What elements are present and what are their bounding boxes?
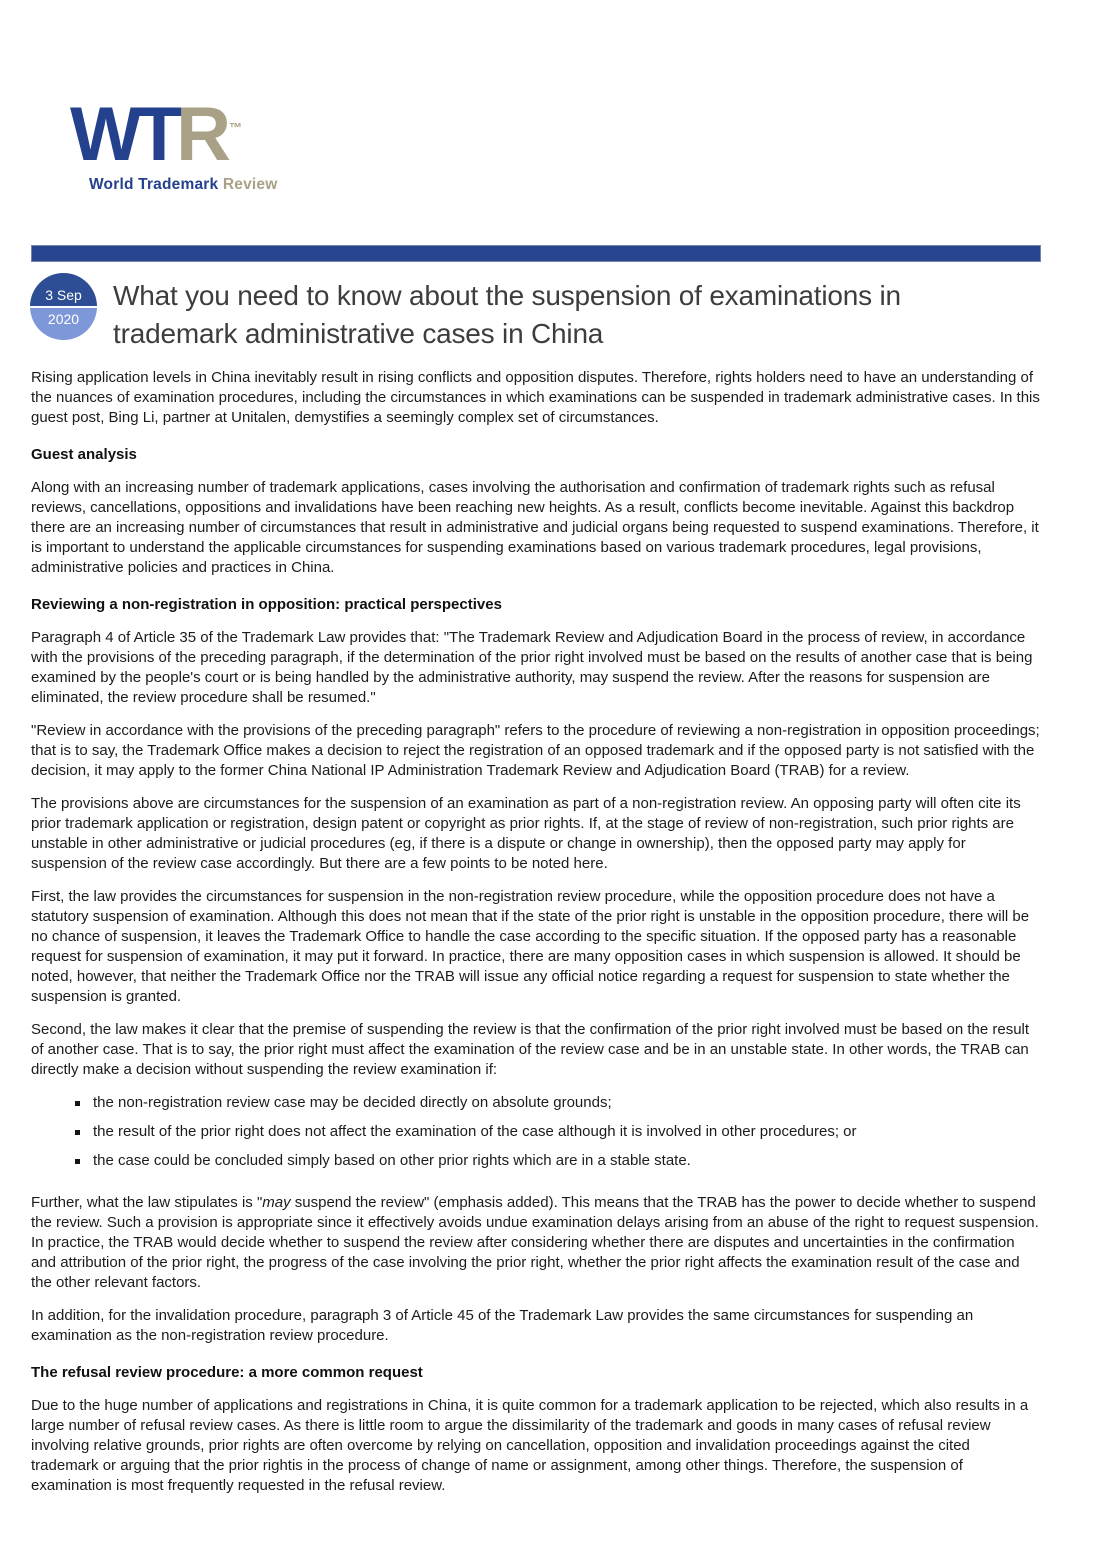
paragraph-review-accordance: "Review in accordance with the provisions of the preceding paragraph" refers to the procedure of reviewing a non-registration in opposition proceedings; that is to say, the Trademark Office makes a decision to reject the registration of an opposed trademark and if the opposed party is not satisfied with the decision, it may apply to the former China National IP Administration Trademark Review and Adjudication Board (TRAB) for a review. xyxy=(31,722,1040,779)
bullet-list xyxy=(31,1093,1041,1171)
list-item-text: the case could be concluded simply based on other prior rights which are in a stable state. xyxy=(93,1152,691,1169)
section-heading-reviewing-non-registration: Reviewing a non-registration in opposition: practical perspectives xyxy=(31,596,502,613)
list-item-text: the result of the prior right does not affect the examination of the case although it is involved in other procedures; or xyxy=(93,1123,857,1140)
bullet-square-icon xyxy=(75,1130,80,1135)
trademark-symbol-icon: ™ xyxy=(229,120,243,135)
logo-wt-letters: WT xyxy=(70,92,177,177)
bullet-square-icon xyxy=(75,1101,80,1106)
logo-tagline-primary: World Trademark xyxy=(89,175,219,193)
article-body xyxy=(31,368,1041,1509)
bullet-square-icon xyxy=(75,1159,80,1164)
list-item xyxy=(31,1151,1041,1171)
section-heading-guest-analysis: Guest analysis xyxy=(31,446,137,463)
article-title: What you need to know about the suspension of examinations in trademark administrative cases in China xyxy=(113,280,901,349)
logo-tagline xyxy=(89,176,277,194)
section-heading-refusal-review: The refusal review procedure: a more common request xyxy=(31,1364,423,1381)
paragraph-first-point: First, the law provides the circumstances for suspension in the non-registration review procedure, while the opposition procedure does not have a statutory suspension of examination. Although this does not mean that if the state of the prior right is unstable in the opposition procedure, there will be no chance of suspension, it leaves the Trademark Office to handle the case according to the specific situation. If the opposed party has a reasonable request for suspension of examination, it may put it forward. In practice, there are many opposition cases in which suspension is allowed. It should be noted, however, that neither the Trademark Office nor the TRAB will issue any official notice regarding a request for suspension to state whether the suspension is granted. xyxy=(31,888,1030,1005)
paragraph-in-addition: In addition, for the invalidation procedure, paragraph 3 of Article 45 of the Trademark Law provides the same circumstances for suspending an examination as the non-registration review procedure. xyxy=(31,1307,974,1344)
paragraph-due-to: Due to the huge number of applications and registrations in China, it is quite common for a trademark application to be rejected, which also results in a large number of refusal review cases. As there is little room to argue the dissimilarity of the trademark and goods in many cases of refusal review involving relative grounds, prior rights are often overcome by relying on cancellation, opposition and invalidation proceedings against the cited trademark or arguing that the prior rightis in the process of change of name or assignment, among other things. Therefore, the suspension of examination is most frequently requested in the refusal review. xyxy=(31,1397,1029,1494)
list-item xyxy=(31,1093,1041,1113)
list-item-text: the non-registration review case may be decided directly on absolute grounds; xyxy=(93,1094,612,1111)
paragraph-further-post: suspend the review" (emphasis added). This means that the TRAB has the power to decide whether to suspend the review. Such a provision is appropriate since it effectively avoids undue examination delays arising from an abuse of the right to request suspension. In practice, the TRAB would decide whether to suspend the review after considering whether there are disputes and uncertainties in the confirmation and attribution of the prior right, the progress of the case involving the prior right, whether the prior right affects the examination result of the case and the other relevant factors. xyxy=(31,1194,1039,1291)
date-badge xyxy=(30,273,97,340)
paragraph-further-pre: Further, what the law stipulates is " xyxy=(31,1194,263,1211)
logo-tagline-secondary: Review xyxy=(222,175,278,193)
wtr-logo xyxy=(70,92,278,194)
paragraph-second-point: Second, the law makes it clear that the premise of suspending the review is that the confirmation of the prior right involved must be based on the result of another case. That is to say, the prior right must affect the examination of the review case and be in an unstable state. In other words, the TRAB can directly make a decision without suspending the review examination if: xyxy=(31,1021,1030,1078)
paragraph-along-with: Along with an increasing number of trademark applications, cases involving the authorisation and confirmation of trademark rights such as refusal reviews, cancellations, oppositions and invalidations have been reaching new heights. As a result, conflicts become inevitable. Against this backdrop there are an increasing number of circumstances that result in administrative and judicial organs being requested to suspend examinations. Therefore, it is important to understand the applicable circumstances for suspending examinations based on various trademark procedures, legal provisions, administrative policies and practices in China. xyxy=(31,479,1039,576)
logo-r-letter: R xyxy=(176,92,226,177)
date-year: 2020 xyxy=(30,306,97,340)
paragraph-further-emphasis: may xyxy=(262,1194,291,1211)
paragraph-provisions-above: The provisions above are circumstances for the suspension of an examination as part of a non-registration review. An opposing party will often cite its prior trademark application or registration, design patent or copyright as prior rights. If, at the stage of review of non-registration, such prior rights are unstable in other administrative or judicial procedures (eg, if there is a dispute or change in ownership), then the opposed party may apply for suspension of the review case accordingly. But there are a few points to be noted here. xyxy=(31,795,1021,872)
header-divider-bar xyxy=(31,245,1041,262)
paragraph-intro: Rising application levels in China inevitably result in rising conflicts and opposition disputes. Therefore, rights holders need to have an understanding of the nuances of examination procedures, including the circumstances in which examinations can be suspended in trademark administrative cases. In this guest post, Bing Li, partner at Unitalen, demystifies a seemingly complex set of circumstances. xyxy=(31,369,1040,426)
paragraph-further xyxy=(31,1193,1041,1293)
date-day-month: 3 Sep xyxy=(30,273,97,306)
wtr-logo-mark xyxy=(70,92,277,177)
paragraph-article-35: Paragraph 4 of Article 35 of the Trademark Law provides that: "The Trademark Review and Adjudication Board in the process of review, in accordance with the provisions of the preceding paragraph, if the determination of the prior right involved must be based on the results of another case that is being examined by the people's court or is being handled by the administrative authority, may suspend the review. After the reasons for suspension are eliminated, the review procedure shall be resumed." xyxy=(31,629,1033,706)
list-item xyxy=(31,1122,1041,1142)
